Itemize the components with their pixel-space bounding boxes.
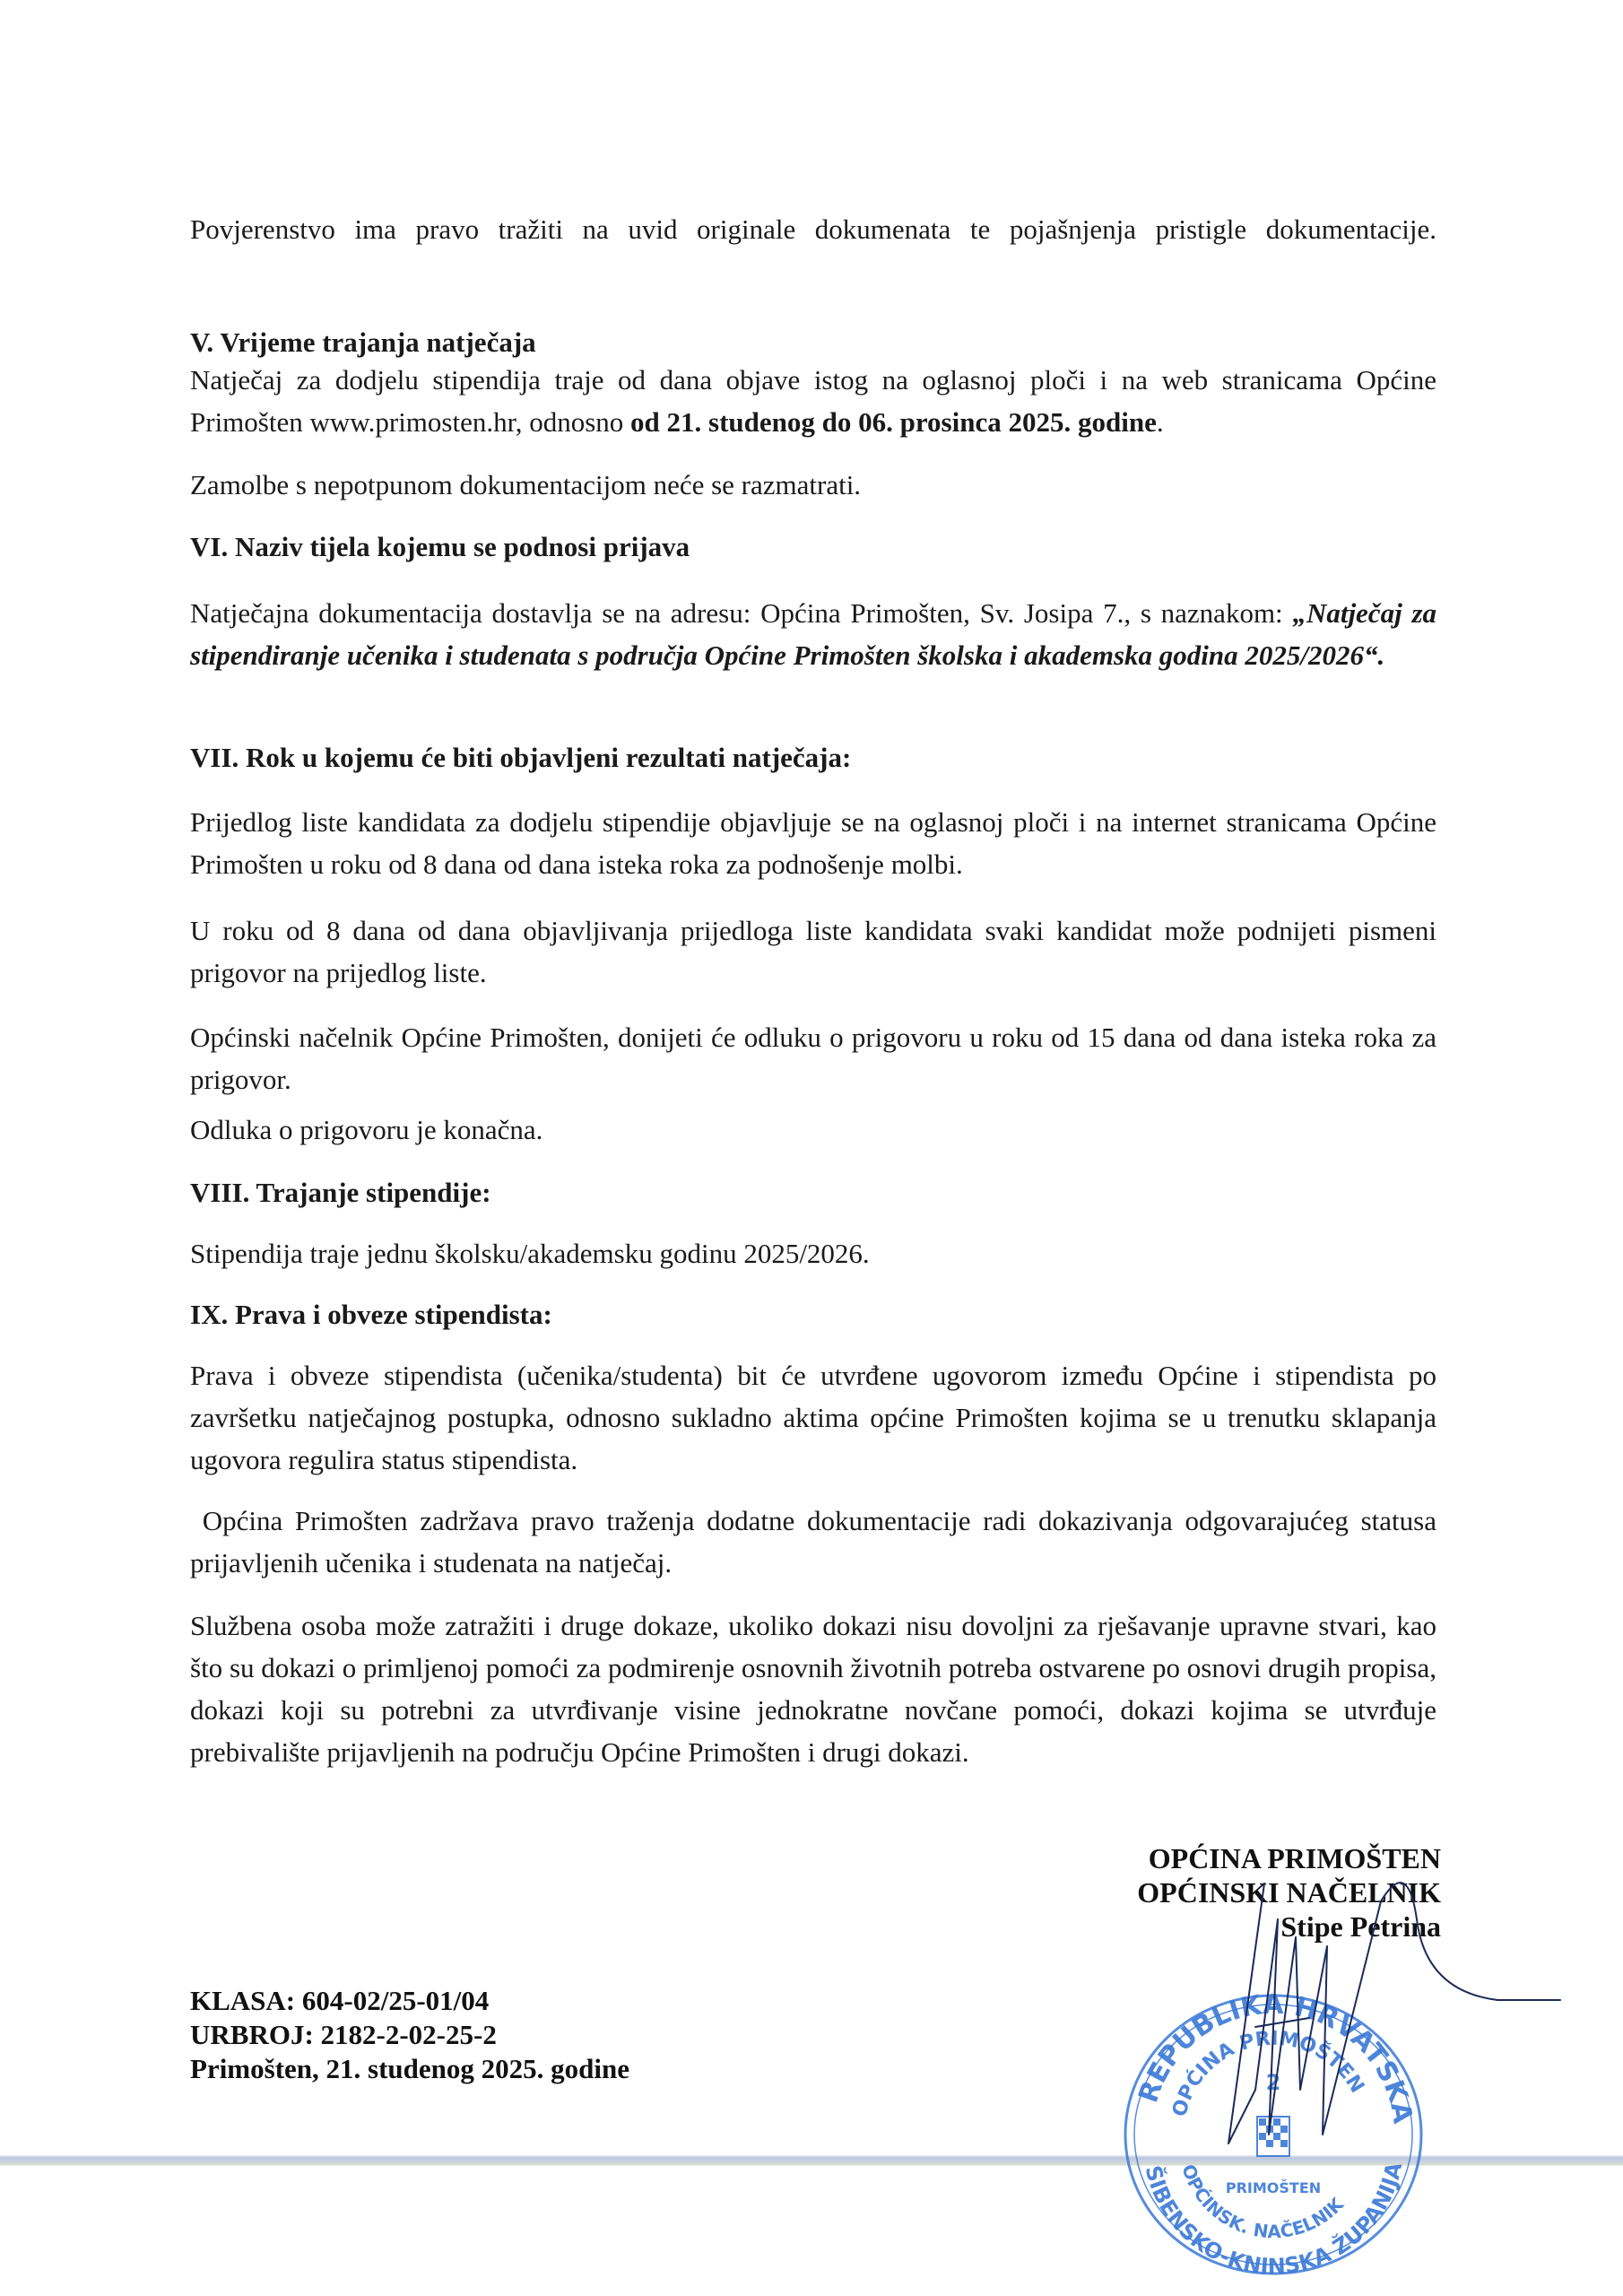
paragraph-text: Natječajna dokumentacija dostavlja se na adresu: Općina Primošten, Sv. Josipa 7., s naznakom: (190, 597, 1283, 629)
section-ix-paragraph-1: Prava i obveze stipendista (učenika/studenta) bit će utvrđene ugovorom između Općine i stipendista po završetku natječajnog postupka, odnosno sukladno aktima općine Primošten kojima se u trenutku sklapanja ugovora regulira status stipendista. (190, 1360, 1436, 1475)
section-heading-ix: IX. Prava i obveze stipendista: (190, 1299, 552, 1330)
official-title: OPĆINSKI NAČELNIK (1137, 1876, 1441, 1909)
section-heading-viii: VIII. Trajanje stipendije: (190, 1177, 491, 1208)
place-and-date: Primošten, 21. studenog 2025. godine (190, 2053, 629, 2084)
section-v-paragraph-1 (190, 359, 1436, 443)
urbroj-number: URBROJ: 2182-2-02-25-2 (190, 2019, 497, 2050)
section-heading-vii: VII. Rok u kojemu će biti objavljeni rezultati natječaja: (190, 742, 852, 773)
section-heading-vi: VI. Naziv tijela kojemu se podnosi prijava (190, 531, 690, 562)
reference-block (190, 1984, 629, 2086)
municipality-name: OPĆINA PRIMOŠTEN (1148, 1842, 1441, 1874)
paragraph-text: . (1156, 406, 1164, 438)
svg-text:REPUBLIKA HRVATSKA: REPUBLIKA HRVATSKA (1133, 1988, 1419, 2126)
section-v-paragraph-2: Zamolbe s nepotpunom dokumentacijom neće se razmatrati. (190, 469, 862, 500)
svg-text:OPĆINA PRIMOŠTEN: OPĆINA PRIMOŠTEN (1168, 2027, 1368, 2119)
deadline-dates: od 21. studenog do 06. prosinca 2025. godine (630, 406, 1157, 438)
section-vi-paragraph-1 (190, 592, 1436, 676)
section-vii-paragraph-1: Prijedlog liste kandidata za dodjelu stipendije objavljuje se na oglasnoj ploči i na internet stranicama Općine Primošten u roku od 8 dana od dana isteka roka za podnošenje molbi. (190, 806, 1436, 880)
section-ix-paragraph-2: Općina Primošten zadržava pravo traženja dodatne dokumentacije radi dokazivanja odgovarajućeg statusa prijavljenih učenika i studenata na natječaj. (190, 1505, 1444, 1578)
section-vii-paragraph-4: Odluka o prigovoru je konačna. (190, 1114, 543, 1145)
klasa-number: KLASA: 604-02/25-01/04 (190, 1985, 490, 2016)
intro-text: Povjerenstvo ima pravo tražiti na uvid originale dokumenata te pojašnjenja pristigle dokumentacije. (190, 213, 1436, 245)
intro-paragraph (190, 208, 1436, 250)
section-heading-v: V. Vrijeme trajanja natječaja (190, 326, 536, 358)
section-viii-paragraph-1: Stipendija traje jednu školsku/akademsku godinu 2025/2026. (190, 1238, 870, 1269)
section-vii-paragraph-3: Općinski načelnik Općine Primošten, donijeti će odluku o prigovoru u roku od 15 dana od dana isteka roka za prigovor. (190, 1022, 1436, 1095)
svg-text:PRIMOŠTEN: PRIMOŠTEN (1225, 2179, 1322, 2196)
section-ix-paragraph-3: Službena osoba može zatražiti i druge dokaze, ukoliko dokazi nisu dovoljni za rješavanje upravne stvari, kao što su dokazi o primljenoj pomoći za podmirenje osnovnih životnih potreba ostvarene po osnovi drugih propisa, dokazi koji su potrebni za utvrđivanje visine jednokratne novčane pomoći, dokazi kojima se utvrđuje prebivalište prijavljenih na području Općine Primošten i drugi dokazi. (190, 1610, 1436, 1768)
submission-label: „Natječaj za stipendiranje učenika i studenata s područja Općine Primošten školska i akademska godina 2025/2026“. (190, 597, 1437, 671)
signatory-name: Stipe Petrina (1280, 1910, 1441, 1943)
svg-text:ŠIBENSKO-KNINSKA ŽUPANIJA: ŠIBENSKO-KNINSKA ŽUPANIJA (1140, 2160, 1408, 2278)
paragraph-text: Natječaj za dodjelu stipendija traje od dana objave istog na oglasnoj ploči i na web stranicama Općine Primošten www.primosten.hr, odnosno (190, 364, 1436, 438)
handwritten-signature-icon (1202, 1866, 1578, 2170)
svg-text:OPĆINSK. NAČELNIK: OPĆINSK. NAČELNIK (1177, 2161, 1348, 2243)
section-vii-paragraph-2: U roku od 8 dana od dana objavljivanja prijedloga liste kandidata svaki kandidat može podnijeti pismeni prigovor na prijedlog liste. (190, 915, 1436, 988)
svg-text:2: 2 (1265, 2070, 1281, 2095)
